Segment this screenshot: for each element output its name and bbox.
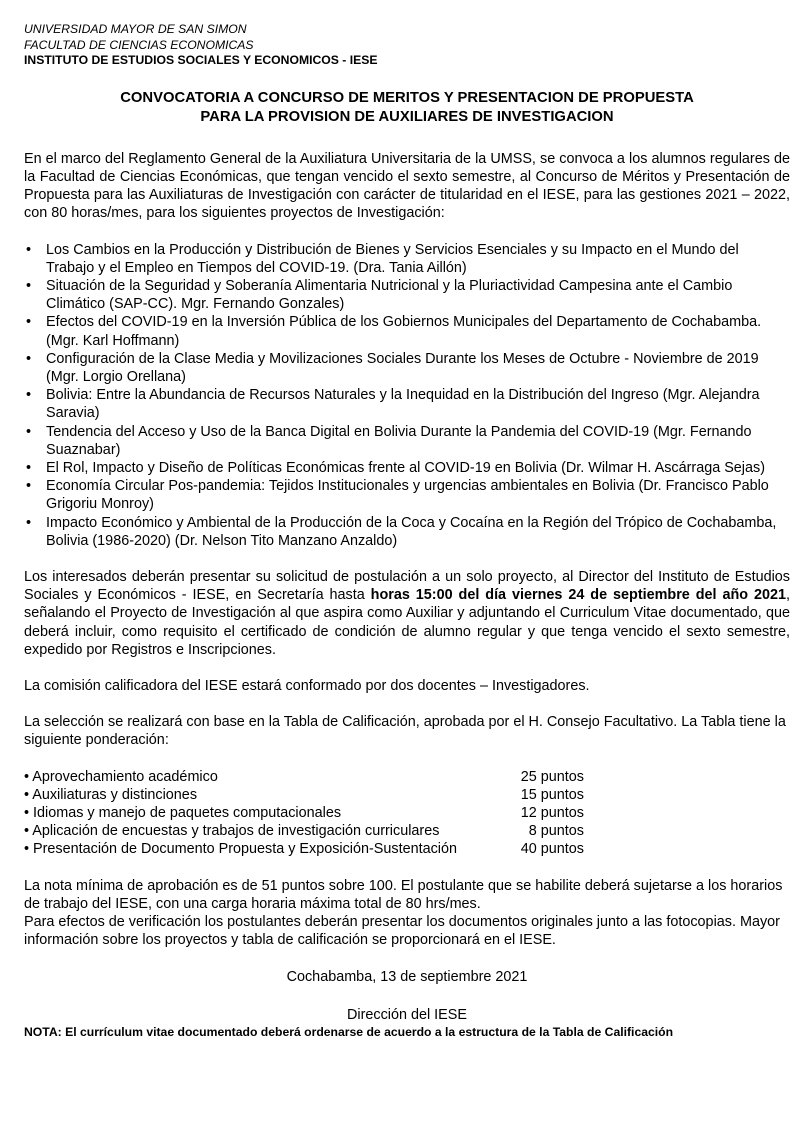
project-text: Los Cambios en la Producción y Distribución de Bienes y Servicios Esenciales y su Impacto en el Mundo del Trabajo y el Empleo en Tiempos del COVID-19. (Dra. Tania Aillón) <box>46 241 739 276</box>
bullet-icon: • <box>26 387 32 404</box>
verification-paragraph: Para efectos de verificación los postulantes deberán presentar los documentos originales junto a las fotocopias. Mayor información sobre los proyectos y tabla de calificación se proporcionará en el IESE. <box>24 914 780 949</box>
criterion-points: 8 puntos <box>528 823 584 840</box>
application-text-before: Los interesados deberán presentar su solicitud de postulación a un solo proyecto, al Director del Instituto de Estudios Sociales y Económicos - IESE, en Secretaría hasta <box>24 569 790 604</box>
application-deadline: horas 15:00 del día viernes 24 de septiembre del año 2021 <box>370 587 787 604</box>
institution-header <box>24 22 790 69</box>
bullet-icon: • <box>26 514 32 531</box>
criterion-name: • Idiomas y manejo de paquetes computacionales <box>24 805 342 822</box>
committee-paragraph: La comisión calificadora del IESE estará conformado por dos docentes – Investigadores. <box>24 678 590 695</box>
project-text: El Rol, Impacto y Diseño de Políticas Económicas frente al COVID-19 en Bolivia (Dr. Wilmar H. Ascárraga Sejas) <box>46 460 765 477</box>
table-row <box>24 822 584 840</box>
list-item <box>24 477 790 513</box>
table-row <box>24 786 584 804</box>
selection-paragraph: La selección se realizará con base en la Tabla de Calificación, aprobada por el H. Consejo Facultativo. La Tabla tiene la siguiente ponderación: <box>24 714 786 749</box>
projects-list <box>24 241 790 550</box>
project-text: Bolivia: Entre la Abundancia de Recursos Naturales y la Inequidad en la Distribución del Ingreso (Mgr. Alejandra Saravia) <box>46 387 760 422</box>
project-text: Economía Circular Pos-pandemia: Tejidos Institucionales y urgencias ambientales en Bolivia (Dr. Francisco Pablo Grigoriu Monroy) <box>46 478 769 513</box>
bullet-icon: • <box>26 241 32 258</box>
list-item <box>24 459 790 477</box>
place-date: Cochabamba, 13 de septiembre 2021 <box>286 968 528 985</box>
university-name: UNIVERSIDAD MAYOR DE SAN SIMON <box>24 22 247 36</box>
list-item <box>24 386 790 422</box>
bullet-icon: • <box>26 350 32 367</box>
table-row <box>24 840 584 858</box>
table-row <box>24 804 584 822</box>
bullet-icon: • <box>26 478 32 495</box>
note: NOTA: El currículum vitae documentado deberá ordenarse de acuerdo a la estructura de la Tabla de Calificación <box>24 1024 674 1039</box>
document-page <box>24 22 790 1041</box>
bullet-icon: • <box>26 460 32 477</box>
criterion-name: • Auxiliaturas y distinciones <box>24 786 198 803</box>
criterion-name: • Presentación de Documento Propuesta y Exposición-Sustentación <box>24 841 458 858</box>
table-row <box>24 768 584 786</box>
title-line-2: PARA LA PROVISION DE AUXILIARES DE INVESTIGACION <box>200 109 614 126</box>
project-text: Impacto Económico y Ambiental de la Producción de la Coca y Cocaína en la Región del Trópico de Cochabamba, Bolivia (1986-2020) (Dr. Nelson Tito Manzano Anzaldo) <box>46 514 777 549</box>
application-paragraph <box>24 568 790 659</box>
list-item <box>24 313 790 349</box>
bullet-icon: • <box>26 314 32 331</box>
criterion-name: • Aplicación de encuestas y trabajos de investigación curriculares <box>24 823 440 840</box>
institute-name: INSTITUTO DE ESTUDIOS SOCIALES Y ECONOMICOS - IESE <box>24 53 378 68</box>
list-item <box>24 350 790 386</box>
criterion-points: 15 puntos <box>520 786 584 803</box>
project-text: Tendencia del Acceso y Uso de la Banca Digital en Bolivia Durante la Pandemia del COVID-19 (Mgr. Fernando Suaznabar) <box>46 423 752 458</box>
list-item <box>24 241 790 277</box>
criteria-table <box>24 768 584 859</box>
list-item <box>24 514 790 550</box>
title-line-1: CONVOCATORIA A CONCURSO DE MERITOS Y PRESENTACION DE PROPUESTA <box>120 89 694 106</box>
signature-line: Dirección del IESE <box>347 1006 467 1023</box>
minimum-score-paragraph: La nota mínima de aprobación es de 51 puntos sobre 100. El postulante que se habilite deberá sujetarse a los horarios de trabajo del IESE, con una carga horaria máxima total de 80 hrs/mes. <box>24 877 783 912</box>
bullet-icon: • <box>26 423 32 440</box>
project-text: Situación de la Seguridad y Soberanía Alimentaria Nutricional y la Pluriactividad Campesina ante el Cambio Climático (SAP-CC). Mgr. Fernando Gonzales) <box>46 278 733 313</box>
bullet-icon: • <box>26 278 32 294</box>
criterion-points: 12 puntos <box>520 805 584 822</box>
application-text-after: , señalando el Proyecto de Investigación al que aspira como Auxiliar y adjuntando el Curriculum Vitae documentado, que deberá incluir, como requisito el certificado de condición de alumno regular y que tenga vencido el sexto semestre, expedido por Registros e Inscripciones. <box>24 587 791 658</box>
project-text: Configuración de la Clase Media y Movilizaciones Sociales Durante los Meses de Octubre - Noviembre de 2019 (Mgr. Lorgio Orellana) <box>46 350 759 386</box>
list-item <box>24 423 790 459</box>
criterion-points: 25 puntos <box>520 768 584 785</box>
document-title <box>24 89 790 128</box>
intro-paragraph: En el marco del Reglamento General de la Auxiliatura Universitaria de la UMSS, se convoca a los alumnos regulares de la Facultad de Ciencias Económicas, que tengan vencido el sexto semestre, al Concurso de Méritos y Presentación de Propuesta para las Auxiliaturas de Investigación con carácter de titularidad en el IESE, para las gestiones 2021 – 2022, con 80 horas/mes, para los siguientes proyectos de Investigación: <box>24 150 790 222</box>
faculty-name: FACULTAD DE CIENCIAS ECONOMICAS <box>24 37 254 52</box>
project-text: Efectos del COVID-19 en la Inversión Pública de los Gobiernos Municipales del Departamento de Cochabamba. (Mgr. Karl Hoffmann) <box>46 314 762 349</box>
criterion-points: 40 puntos <box>520 841 584 858</box>
criterion-name: • Aprovechamiento académico <box>24 768 218 785</box>
list-item <box>24 277 790 313</box>
